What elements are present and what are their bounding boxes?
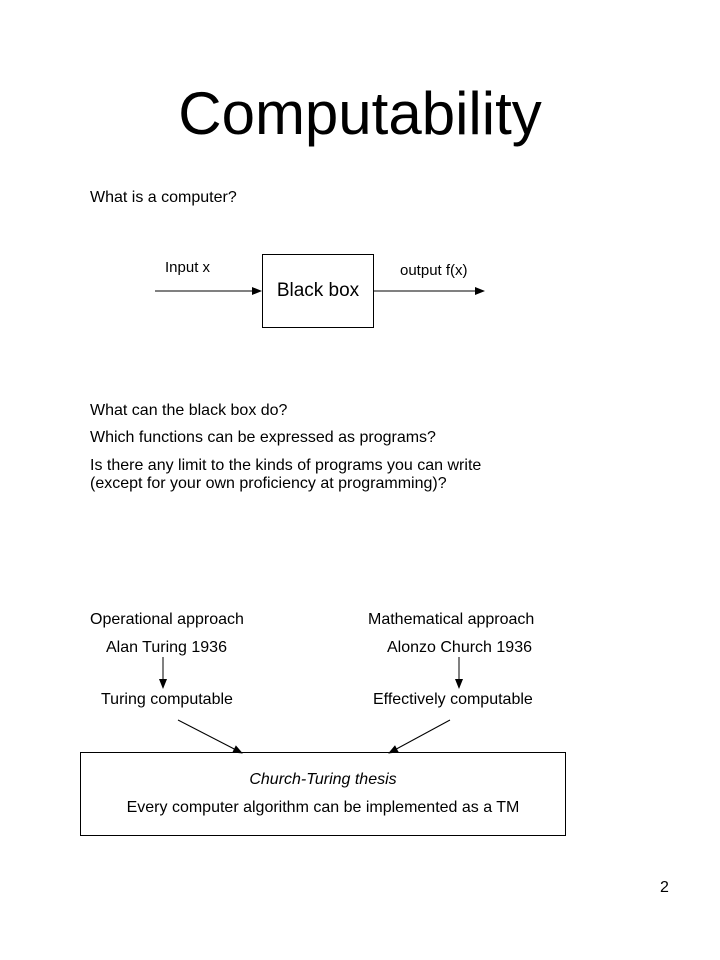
output-label: output f(x) (400, 262, 468, 279)
intro-question: What is a computer? (90, 189, 237, 206)
slide-title: Computability (178, 80, 542, 147)
mathematical-heading: Mathematical approach (368, 611, 535, 628)
question-2: Which functions can be expressed as programs? (90, 429, 436, 446)
question-1: What can the black box do? (90, 402, 288, 419)
input-label: Input x (165, 259, 211, 276)
turing-person: Alan Turing 1936 (106, 639, 227, 656)
thesis-title: Church-Turing thesis (249, 771, 397, 788)
church-to-thesis-arrow (389, 720, 450, 753)
black-box-label: Black box (276, 280, 360, 301)
operational-heading: Operational approach (90, 611, 244, 628)
church-person: Alonzo Church 1936 (387, 639, 532, 656)
question-3: Is there any limit to the kinds of programs you can write (90, 457, 482, 474)
question-3-continued: (except for your own proficiency at programming)? (90, 475, 447, 492)
turing-to-thesis-arrow (178, 720, 242, 753)
thesis-statement: Every computer algorithm can be implemented as a TM (126, 799, 520, 816)
turing-result: Turing computable (101, 691, 233, 708)
page-number: 2 (660, 879, 669, 896)
church-result: Effectively computable (373, 691, 533, 708)
